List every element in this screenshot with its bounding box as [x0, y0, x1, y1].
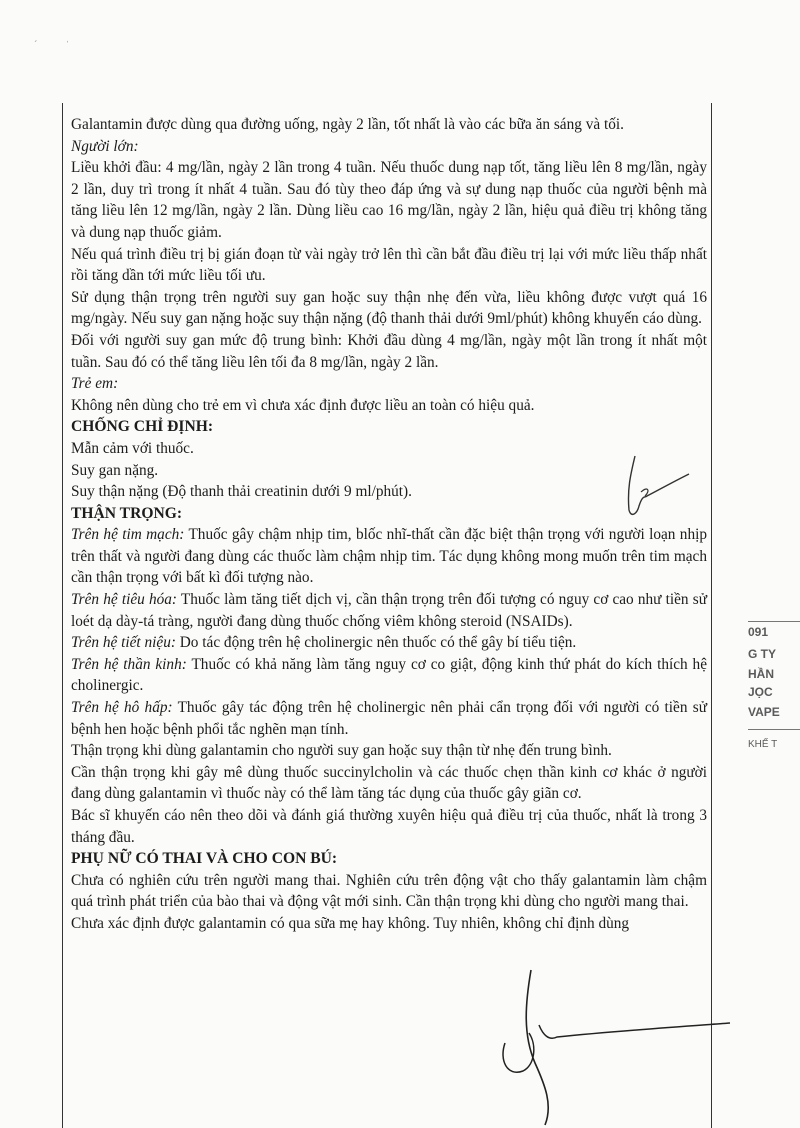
- paragraph-label: Trên hệ tiêu hóa:: [71, 591, 177, 609]
- paragraph-label: Trên hệ tim mạch:: [71, 526, 185, 544]
- paragraph-text: Thuốc làm tăng tiết dịch vị, cần thận trọng trên đối tượng có nguy cơ cao như tiền sử loét dạ dày-tá tràng, người đang dùng thuốc chống viêm không steroid (NSAIDs).: [71, 591, 707, 630]
- paragraph: Chưa xác định được galantamin có qua sữa mẹ hay không. Tuy nhiên, không chỉ định dùng: [71, 914, 630, 932]
- paragraph: Suy gan nặng.: [71, 461, 159, 479]
- scan-artifact: ˈ: [66, 40, 70, 51]
- signature-mark: [605, 448, 695, 528]
- company-stamp: [748, 455, 800, 795]
- paragraph-label: Trên hệ thần kinh:: [71, 655, 187, 673]
- paragraph-text: Do tác động trên hệ cholinergic nên thuốc có thể gây bí tiểu tiện.: [175, 634, 577, 652]
- paragraph: Chưa có nghiên cứu trên người mang thai. Nghiên cứu trên động vật cho thấy galantamin làm chậm quá trình phát triển của bào thai và động vật mới sinh. Cần thận trọng khi dùng cho người mang thai.: [71, 871, 707, 911]
- labeled-paragraph: [71, 589, 707, 632]
- stamp-line: G TY: [748, 647, 777, 661]
- paragraph: Mẫn cảm với thuốc.: [71, 439, 194, 457]
- signature-mark: [495, 965, 735, 1128]
- stamp-line: KHẾ T: [748, 739, 778, 750]
- stamp-line: 091: [748, 625, 769, 639]
- paragraph: Nếu quá trình điều trị bị gián đoạn từ vài ngày trở lên thì cần bắt đầu điều trị lại với mức liều thấp nhất rồi tăng dần tới mức liều tối ưu.: [71, 245, 707, 285]
- paragraph: Galantamin được dùng qua đường uống, ngày 2 lần, tốt nhất là vào các bữa ăn sáng và tối.: [71, 116, 624, 133]
- scan-artifact: ˊ: [34, 40, 38, 51]
- paragraph-label: Trên hệ hô hấp:: [71, 699, 173, 717]
- labeled-paragraph: [71, 632, 707, 654]
- paragraph: Liều khởi đầu: 4 mg/lần, ngày 2 lần trong 4 tuần. Nếu thuốc dung nạp tốt, tăng liều lên 8 mg/lần, ngày 2 lần, duy trì trong ít nhất 4 tuần. Sau đó tùy theo đáp ứng và sự dung nạp thuốc của người bệnh mà tăng liều lên 12 mg/lần, ngày 2 lần. Dùng liều cao 16 mg/lần, ngày 2 lần, hiệu quả điều trị không tăng và dung nạp thuốc giảm.: [71, 159, 707, 241]
- paragraph-label: Trên hệ tiết niệu:: [71, 634, 176, 652]
- paragraph: Cần thận trọng khi gây mê dùng thuốc succinylcholin và các thuốc chẹn thần kinh cơ khác ở người đang dùng galantamin vì thuốc này có thể làm tăng tác dụng của thuốc gây giãn cơ.: [71, 763, 707, 803]
- paragraph: Sử dụng thận trọng trên người suy gan hoặc suy thận nhẹ đến vừa, liều không được vượt quá 16 mg/ngày. Nếu suy gan nặng hoặc suy thận nặng (độ thanh thải dưới 9ml/phút) không khuyến cáo dùng.: [71, 288, 707, 328]
- stamp-line: VAPE: [748, 705, 780, 719]
- paragraph-text: Thuốc có khả năng làm tăng nguy cơ co giật, động kinh thứ phát do kích thích hệ cholinergic.: [71, 655, 707, 695]
- section-heading: CHỐNG CHỈ ĐỊNH:: [71, 418, 214, 436]
- stamp-line: HẦN: [748, 667, 774, 681]
- labeled-paragraph: [71, 524, 707, 589]
- section-heading: THẬN TRỌNG:: [71, 504, 183, 522]
- paragraph-text: Thuốc gây tác động trên hệ cholinergic nên phải cẩn trọng đối với người có tiền sử bệnh hen hoặc bệnh phổi tắc nghẽn mạn tính.: [71, 699, 707, 738]
- stamp-line: JỌC: [748, 685, 773, 699]
- labeled-paragraph: [71, 697, 707, 740]
- paragraph: Không nên dùng cho trẻ em vì chưa xác định được liều an toàn có hiệu quả.: [71, 396, 535, 414]
- paragraph-text: Thuốc gây chậm nhịp tim, blốc nhĩ-thất cần đặc biệt thận trọng với người loạn nhịp trên thất và người đang dùng các thuốc làm chậm nhịp tim. Tác dụng không mong muốn trên tim mạch cần thận trọng với bất kì đối tượng nào.: [71, 526, 707, 587]
- labeled-paragraph: [71, 654, 707, 697]
- paragraph: Thận trọng khi dùng galantamin cho người suy gan hoặc suy thận từ nhẹ đến trung bình.: [71, 742, 612, 760]
- subheading: Trẻ em:: [71, 375, 119, 393]
- subheading: Người lớn:: [71, 137, 139, 155]
- paragraph: Suy thận nặng (Độ thanh thải creatinin dưới 9 ml/phút).: [71, 483, 412, 501]
- paragraph: Bác sĩ khuyến cáo nên theo dõi và đánh giá thường xuyên hiệu quả điều trị của thuốc, nhất là trong 3 tháng đầu.: [71, 807, 707, 846]
- section-heading: PHỤ NỮ CÓ THAI VÀ CHO CON BÚ:: [71, 850, 338, 868]
- paragraph: Đối với người suy gan mức độ trung bình: Khởi đầu dùng 4 mg/lần, ngày một lần trong ít nhất một tuần. Sau đó có thể tăng liều lên tối đa 8 mg/lần, ngày 2 lần.: [71, 331, 707, 371]
